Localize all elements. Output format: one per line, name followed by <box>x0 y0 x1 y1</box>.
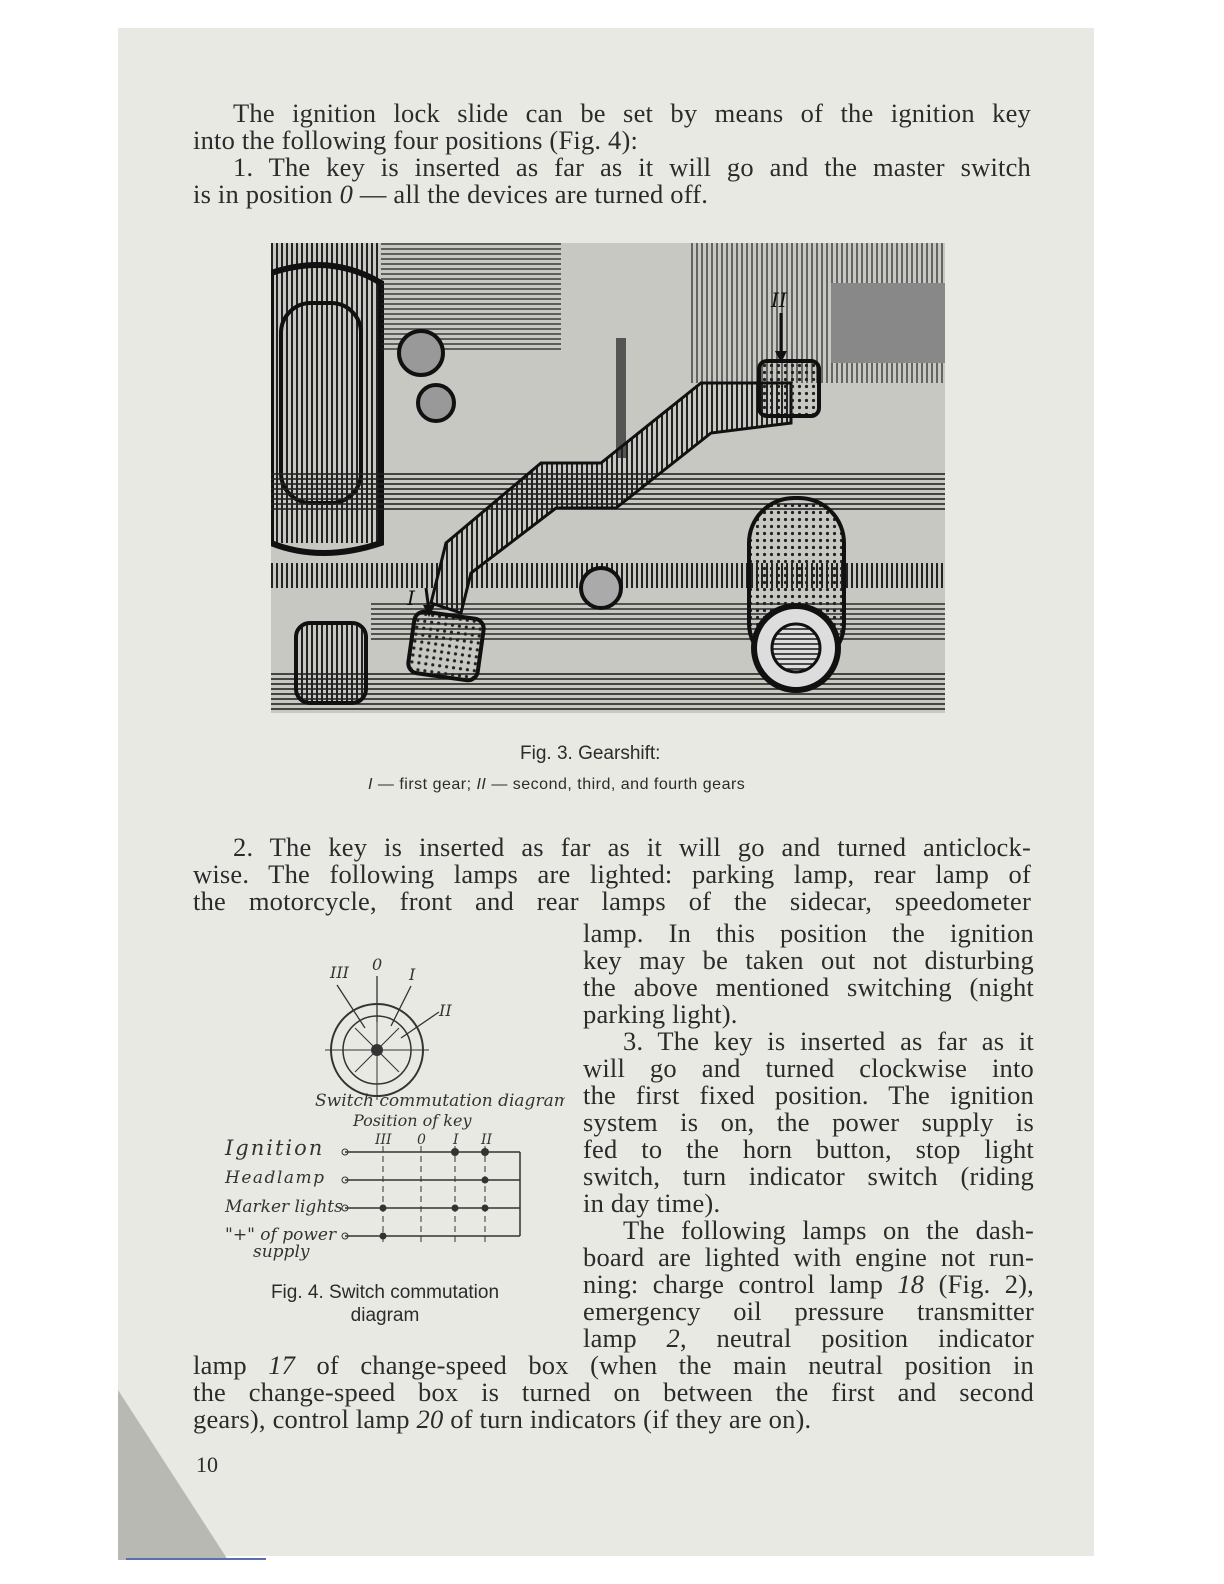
dial-label-III: III <box>330 963 349 982</box>
row-label-headlamp: Headlamp <box>225 1168 326 1188</box>
paragraph-1-line-1: The ignition lock slide can be set by means of the ignition key <box>233 98 1031 128</box>
figure-3-legend: I — first gear; II — second, third, and fourth gears <box>368 776 746 793</box>
item-3-line-6: switch, turn indicator switch (riding <box>583 1161 1034 1191</box>
item-1-line-1: 1. The key is inserted as far as it will go and the master switch <box>233 152 1031 182</box>
lamps-line-3: ning: charge control lamp 18 (Fig. 2), <box>583 1269 1035 1299</box>
dial-label-0: 0 <box>372 955 383 974</box>
lamps-line-6: lamp 17 of change-speed box (when the main neutral position in <box>193 1350 1034 1380</box>
item-2-right-line-1: lamp. In this position the ignition <box>583 918 1034 948</box>
item-2-line-1: 2. The key is inserted as far as it will go and turned anticlock- <box>233 832 1031 862</box>
column-label-0: 0 <box>417 1132 426 1148</box>
dial-label-I: I <box>409 965 416 984</box>
row-label-power-supply: "+" of power <box>225 1225 337 1245</box>
paragraph-1-line-2: into the following four positions (Fig. 4): <box>193 125 639 155</box>
lamps-line-7: the change-speed box is turned on between the first and second <box>193 1377 1034 1407</box>
gear-label-I: I <box>407 586 415 610</box>
gearshift-illustration <box>271 243 945 713</box>
gearshift-figure <box>271 243 945 713</box>
figure-4-caption-line-1: Fig. 4. Switch commutation <box>270 1282 500 1303</box>
bottom-rule <box>126 1558 266 1560</box>
figure-4-caption-line-2: diagram <box>350 1305 420 1326</box>
item-2-right-line-2: key may be taken out not disturbing <box>583 945 1034 975</box>
item-3-line-2: will go and turned clockwise into <box>583 1053 1034 1083</box>
switch-diagram-drawing <box>195 950 565 1270</box>
gear-label-II: II <box>771 288 787 312</box>
row-label-marker-lights: Marker lights <box>225 1197 343 1217</box>
page-number: 10 <box>196 1452 218 1477</box>
item-3-line-5: fed to the horn button, stop light <box>583 1134 1034 1164</box>
figure-3-title: Fig. 3. Gearshift: <box>520 743 661 764</box>
item-2-line-3: the motorcycle, front and rear lamps of the sidecar, speedometer <box>193 886 1031 916</box>
dial-label-II: II <box>439 1001 452 1020</box>
column-label-III: III <box>375 1132 392 1148</box>
row-label-ignition: Ignition <box>225 1136 325 1160</box>
lamps-line-5: lamp 2, neutral position indicator <box>583 1323 1034 1353</box>
lamps-line-8: gears), control lamp 20 of turn indicators (if they are on). <box>193 1404 812 1434</box>
lamps-line-2: board are lighted with engine not run- <box>583 1242 1034 1272</box>
item-1-line-2: is in position 0 — all the devices are turned off. <box>193 179 709 209</box>
column-label-I: I <box>453 1132 459 1148</box>
diagram-title: Switch commutation diagram <box>315 1091 565 1111</box>
item-2-line-2: wise. The following lamps are lighted: parking lamp, rear lamp of <box>193 859 1031 889</box>
lamps-line-1: The following lamps on the dash- <box>623 1215 1034 1245</box>
item-2-right-line-3: the above mentioned switching (night <box>583 972 1034 1002</box>
item-3-line-4: system is on, the power supply is <box>583 1107 1034 1137</box>
item-2-right-line-4: parking light). <box>583 999 738 1029</box>
position-of-key-label: Position of key <box>353 1111 472 1130</box>
lamps-line-4: emergency oil pressure transmitter <box>583 1296 1034 1326</box>
item-3-line-3: the first fixed position. The ignition <box>583 1080 1034 1110</box>
item-3-line-7: in day time). <box>583 1188 721 1218</box>
column-label-II: II <box>481 1132 493 1148</box>
item-3-line-1: 3. The key is inserted as far as it <box>623 1026 1034 1056</box>
switch-commutation-diagram <box>195 950 565 1270</box>
row-label-power-supply-2: supply <box>253 1242 310 1262</box>
